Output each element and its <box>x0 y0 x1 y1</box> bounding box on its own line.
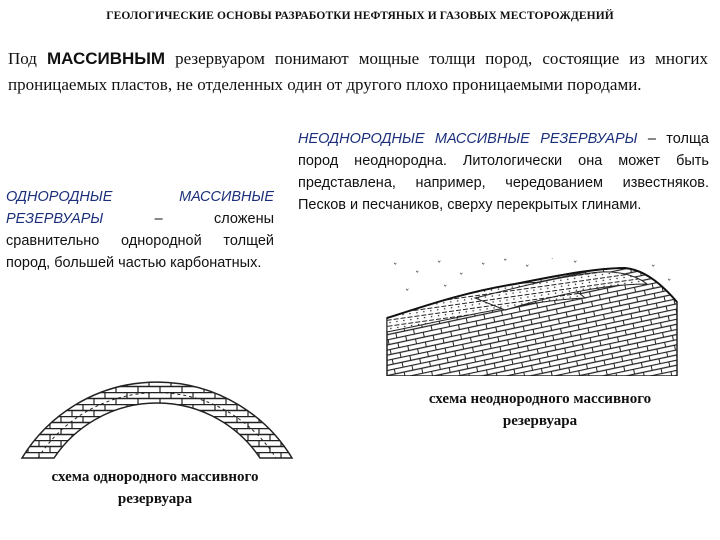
homogeneous-scheme-caption: схема однородного массивного резервуара <box>44 466 266 510</box>
homogeneous-term: ОДНОРОДНЫЕ МАССИВНЫЕ РЕЗЕРВУАРЫ <box>6 189 274 227</box>
svg-text:ˇ: ˇ <box>573 261 578 271</box>
svg-text:ˇ: ˇ <box>651 265 656 275</box>
svg-text:ˇ: ˇ <box>481 263 486 273</box>
homogeneous-arch <box>22 382 292 458</box>
homogeneous-description <box>6 186 274 274</box>
svg-text:ˇ: ˇ <box>405 289 410 299</box>
heterogeneous-reservoir-diagram <box>385 258 679 376</box>
svg-text:ˇ: ˇ <box>459 273 464 283</box>
heterogeneous-text: – толща пород неоднородна. Литологически она может быть представлена, например, чередованием известняков. Песков и песчаников, сверху перекрытых глинами. <box>298 131 709 213</box>
heterogeneous-layers <box>387 268 677 376</box>
svg-text:ˇ: ˇ <box>393 263 398 273</box>
svg-text:ˇ: ˇ <box>550 258 555 267</box>
homogeneous-text: – сложены сравнительно однородной толщей пород, большей частью карбонатных. <box>6 211 274 271</box>
intro-prefix: Под <box>8 49 37 68</box>
heterogeneous-term: НЕОДНОРОДНЫЕ МАССИВНЫЕ РЕЗЕРВУАРЫ <box>298 131 638 147</box>
page-title: ГЕОЛОГИЧЕСКИЕ ОСНОВЫ РАЗРАБОТКИ НЕФТЯНЫХ И ГАЗОВЫХ МЕСТОРОЖДЕНИЙ <box>106 10 614 22</box>
intro-keyword: МАССИВНЫМ <box>46 49 166 68</box>
svg-text:ˇ: ˇ <box>437 261 442 271</box>
heterogeneous-scheme-caption: схема неоднородного массивного резервуара <box>424 388 656 432</box>
svg-text:ˇ: ˇ <box>525 265 530 275</box>
svg-text:ˇ: ˇ <box>443 285 448 295</box>
svg-text:ˇ: ˇ <box>415 271 420 281</box>
homogeneous-reservoir-diagram <box>14 320 298 460</box>
intro-text: резервуаром понимают мощные толщи пород, состоящие из многих проницаемых пластов, не отделенных один от другого плохо проницаемыми породами. <box>8 49 709 94</box>
svg-text:ˇ: ˇ <box>667 279 672 289</box>
svg-text:ˇ: ˇ <box>503 259 508 269</box>
intro-paragraph <box>8 46 708 98</box>
heterogeneous-description <box>298 128 709 216</box>
